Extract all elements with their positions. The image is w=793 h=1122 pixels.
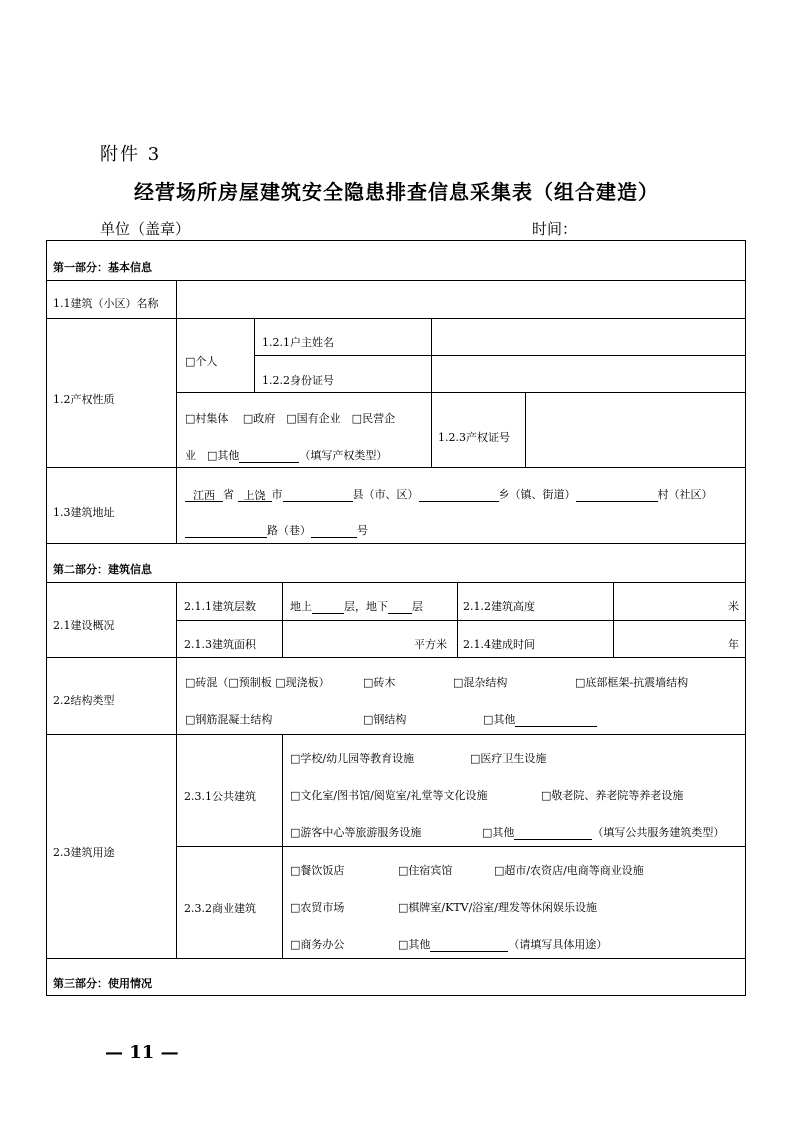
use-retail[interactable]: □超市/农资店/电商等商业设施 — [494, 864, 644, 877]
use-elderly-care[interactable]: □敬老院、养老院等养老设施 — [541, 789, 684, 802]
address-label: 1.3建筑地址 — [53, 506, 115, 519]
village-blank[interactable] — [576, 489, 658, 502]
unit-label: 单位（盖章） — [100, 220, 191, 238]
floors-field: 地上 层，地下 层 — [290, 600, 423, 613]
org-type-other[interactable]: 业 □其他 （填写产权类型） — [185, 449, 388, 462]
other-type-blank[interactable] — [239, 450, 299, 463]
use-commercial-other[interactable]: □其他 （请填写具体用途） — [398, 938, 608, 951]
construction-overview-label: 2.1建设概况 — [53, 619, 115, 632]
use-tourism[interactable]: □游客中心等旅游服务设施 — [290, 826, 422, 839]
address-line-1: 江西 省 上饶 市 县（市、区） 乡（镇、街道） 村（社区） — [185, 488, 713, 502]
part1-heading: 第一部分：基本信息 — [53, 261, 152, 274]
commercial-other-blank[interactable] — [430, 939, 508, 952]
form-title: 经营场所房屋建筑安全隐患排查信息采集表（组合建造） — [134, 180, 659, 204]
height-label: 2.1.2建筑高度 — [463, 600, 535, 613]
use-entertainment[interactable]: □棋牌室/KTV/浴室/理发等休闲娱乐设施 — [398, 901, 598, 914]
meter-unit: 米 — [728, 600, 739, 613]
town-blank[interactable] — [419, 489, 499, 502]
above-floors-blank[interactable] — [312, 601, 344, 614]
form-table — [46, 240, 746, 996]
structure-mixed[interactable]: □混杂结构 — [453, 676, 508, 689]
use-public-other[interactable]: □其他 （填写公共服务建筑类型） — [482, 826, 725, 839]
area-label: 2.1.3建筑面积 — [184, 638, 256, 651]
address-line-2: 路（巷） 号 — [185, 524, 368, 538]
structure-other-blank[interactable] — [515, 714, 597, 727]
road-blank[interactable] — [185, 525, 267, 538]
structure-type-label: 2.2结构类型 — [53, 694, 115, 707]
number-blank[interactable] — [311, 525, 357, 538]
floors-label: 2.1.1建筑层数 — [184, 600, 256, 613]
public-other-blank[interactable] — [514, 827, 592, 840]
sqm-unit: 平方米 — [414, 638, 447, 651]
use-medical[interactable]: □医疗卫生设施 — [470, 752, 547, 765]
time-label: 时间： — [532, 220, 578, 238]
use-culture[interactable]: □文化室/图书馆/阅览室/礼堂等文化设施 — [290, 789, 488, 802]
id-number-label: 1.2.2身份证号 — [262, 374, 334, 387]
use-education[interactable]: □学校/幼儿园等教育设施 — [290, 752, 415, 765]
structure-brick-wood[interactable]: □砖木 — [363, 676, 396, 689]
org-type-options[interactable]: □村集体 □政府 □国有企业 □民营企 — [185, 412, 396, 425]
structure-other[interactable]: □其他 — [483, 713, 597, 727]
ownership-label: 1.2产权性质 — [53, 393, 115, 406]
public-building-label: 2.3.1公共建筑 — [184, 790, 256, 803]
owner-name-label: 1.2.1户主姓名 — [262, 336, 334, 349]
structure-brick-concrete[interactable]: □砖混（□预制板 □现浇板） — [185, 676, 330, 689]
individual-checkbox[interactable]: □个人 — [185, 355, 218, 368]
built-year-label: 2.1.4建成时间 — [463, 638, 535, 651]
province-value[interactable]: 江西 — [185, 489, 223, 502]
county-blank[interactable] — [283, 489, 353, 502]
structure-frame-wall[interactable]: □底部框架-抗震墙结构 — [575, 676, 689, 689]
building-name-label: 1.1建筑（小区）名称 — [53, 297, 159, 310]
part3-heading: 第三部分：使用情况 — [53, 977, 152, 990]
city-value[interactable]: 上饶 — [238, 489, 272, 502]
structure-steel[interactable]: □钢结构 — [363, 713, 407, 726]
use-restaurant[interactable]: □餐饮饭店 — [290, 864, 345, 877]
attachment-label: 附件 3 — [100, 144, 162, 165]
below-floors-blank[interactable] — [388, 601, 412, 614]
cert-number-label: 1.2.3产权证号 — [438, 431, 510, 444]
building-use-label: 2.3建筑用途 — [53, 846, 115, 859]
year-unit: 年 — [728, 638, 739, 651]
part2-heading: 第二部分：建筑信息 — [53, 563, 152, 576]
page-number: — 11 — — [105, 1042, 179, 1063]
commercial-building-label: 2.3.2商业建筑 — [184, 902, 256, 915]
structure-reinforced-concrete[interactable]: □钢筋混凝土结构 — [185, 713, 273, 726]
use-office[interactable]: □商务办公 — [290, 938, 345, 951]
use-market[interactable]: □农贸市场 — [290, 901, 345, 914]
use-hotel[interactable]: □住宿宾馆 — [398, 864, 453, 877]
